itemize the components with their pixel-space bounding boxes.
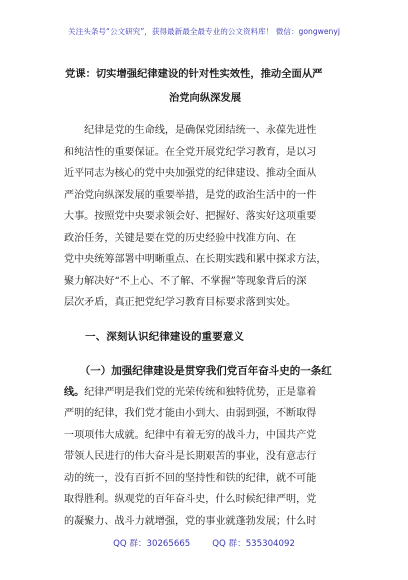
subsection-paragraph: [64, 360, 346, 533]
title-line-1: 党课：切实增强纪律建设的针对性实效性，推动全面从严: [65, 68, 323, 80]
body-line: 严明的纪律，我们党才能由小到大、由弱到强，不断取得: [64, 408, 317, 419]
document-body: [64, 62, 346, 532]
intro-line: 严治党向纵深发展的重要举措，是党的政治生活中的一件: [64, 189, 317, 201]
qq-group-1: QQ 群：30265665: [113, 539, 191, 549]
footer: [0, 537, 408, 549]
section-heading-1: 一、深刻认识纪律建设的重要意义: [64, 330, 245, 343]
subsection-heading-1-cont: 线。: [64, 386, 85, 398]
body-line: 一项项伟大成就。纪律中有着无穷的战斗力，中国共产党: [64, 429, 317, 441]
subsection-heading-1: （一）加强纪律建设是贯穿我们党百年奋斗史的一条红: [64, 364, 332, 377]
subsection-heading-continuation: [64, 382, 346, 404]
top-banner: 关注头条号“公文研究”，获得最新最全最专业的公文资料库！ 微信：gongwenyj: [68, 27, 340, 36]
intro-line: 大事。按照党中央要求领会好、把握好、落实好这项重要: [64, 211, 317, 222]
body-line: 取得胜利。纵观党的百年奋斗史，什么时候纪律严明，党: [64, 494, 317, 505]
subsection-heading-line: [64, 360, 346, 382]
intro-line: 聚力解决好“不上心、不了解、不掌握”等现象背后的深: [64, 275, 307, 287]
title-line-2: 治党向纵深发展: [168, 92, 242, 104]
body-line: 动的统一，没有百折不回的坚持性和铁的纪律，就不可能: [64, 472, 317, 484]
intro-line: 层次矛盾，真正把党纪学习教育目标要求落到实处。: [64, 297, 297, 308]
body-line: 纪律严明是我们党的光荣传统和独特优势，正是靠着: [84, 386, 317, 398]
intro-line: 和纯洁性的重要保证。在全党开展党纪学习教育，是以习: [64, 146, 317, 158]
body-line: 带领人民进行的伟大奋斗是长期艰苦的事业，没有意志行: [64, 451, 317, 462]
body-line: 的凝聚力、战斗力就增强，党的事业就蓬勃发展；什么时: [64, 515, 317, 527]
document-title: [64, 62, 346, 110]
intro-line: 党中央统筹部署中明晰重点、在长期实践和累中探求方法，: [64, 254, 327, 265]
intro-line: 近平同志为核心的党中央加强党的纪律建设、推动全面从: [64, 168, 317, 179]
qq-group-2: QQ 群：535304092: [212, 539, 295, 549]
intro-line: 政治任务，关键是要在党的历史经验中找准方向、在: [64, 232, 297, 244]
intro-line: 纪律是党的生命线，是确保党团结统一、永葆先进性: [64, 125, 317, 136]
intro-paragraph: [64, 120, 346, 314]
